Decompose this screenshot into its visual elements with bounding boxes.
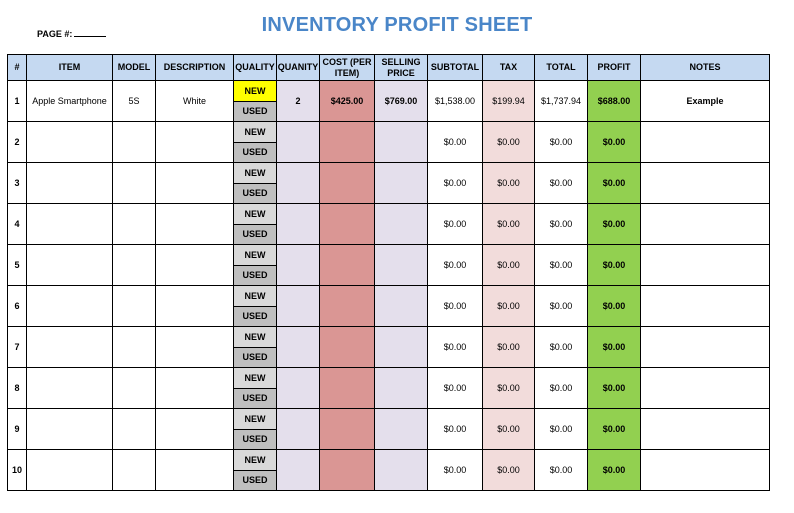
profit-cell: $688.00 <box>588 81 641 122</box>
profit-cell: $0.00 <box>588 450 641 491</box>
total-cell: $0.00 <box>535 286 588 327</box>
inventory-table <box>7 54 770 491</box>
profit-cell: $0.00 <box>588 368 641 409</box>
cost-cell[interactable] <box>320 286 375 327</box>
item-cell[interactable] <box>27 163 113 204</box>
quality-new-button[interactable]: NEW <box>234 122 276 143</box>
quality-cell[interactable] <box>234 204 277 245</box>
quality-new-button[interactable]: NEW <box>234 409 276 430</box>
quality-new-button[interactable]: NEW <box>234 245 276 266</box>
tax-cell: $0.00 <box>483 122 535 163</box>
item-cell[interactable] <box>27 450 113 491</box>
table-row <box>8 409 770 450</box>
cost-cell[interactable] <box>320 450 375 491</box>
notes-cell[interactable]: Example <box>641 81 770 122</box>
tax-cell: $199.94 <box>483 81 535 122</box>
col-profit-header: PROFIT <box>588 55 641 81</box>
selling-price-cell[interactable] <box>375 368 428 409</box>
row-number: 7 <box>8 327 27 368</box>
model-cell[interactable] <box>113 450 156 491</box>
subtotal-cell: $0.00 <box>428 286 483 327</box>
notes-cell[interactable] <box>641 245 770 286</box>
selling-price-cell[interactable] <box>375 204 428 245</box>
profit-cell: $0.00 <box>588 286 641 327</box>
quantity-cell[interactable] <box>277 327 320 368</box>
model-cell[interactable] <box>113 409 156 450</box>
model-cell[interactable] <box>113 122 156 163</box>
header-row <box>8 55 770 81</box>
total-cell: $0.00 <box>535 204 588 245</box>
quantity-cell[interactable]: 2 <box>277 81 320 122</box>
row-number: 4 <box>8 204 27 245</box>
quality-cell[interactable] <box>234 81 277 122</box>
description-cell[interactable] <box>156 286 234 327</box>
selling-price-cell[interactable]: $769.00 <box>375 81 428 122</box>
quality-cell[interactable] <box>234 245 277 286</box>
subtotal-cell: $0.00 <box>428 204 483 245</box>
col-description-header: DESCRIPTION <box>156 55 234 81</box>
quality-used-button[interactable]: USED <box>234 102 276 122</box>
cost-cell[interactable] <box>320 245 375 286</box>
page-number-label: PAGE #: <box>37 29 73 39</box>
item-cell[interactable] <box>27 245 113 286</box>
item-cell[interactable] <box>27 286 113 327</box>
total-cell: $0.00 <box>535 409 588 450</box>
model-cell[interactable] <box>113 204 156 245</box>
quality-cell[interactable] <box>234 122 277 163</box>
description-cell[interactable] <box>156 368 234 409</box>
profit-cell: $0.00 <box>588 122 641 163</box>
subtotal-cell: $0.00 <box>428 368 483 409</box>
col-notes-header: NOTES <box>641 55 770 81</box>
total-cell: $0.00 <box>535 245 588 286</box>
table-row <box>8 286 770 327</box>
quality-new-button[interactable]: NEW <box>234 204 276 225</box>
quality-new-button[interactable]: NEW <box>234 368 276 389</box>
quality-used-button[interactable]: USED <box>234 430 276 450</box>
notes-cell[interactable] <box>641 327 770 368</box>
quality-cell[interactable] <box>234 368 277 409</box>
table-row <box>8 122 770 163</box>
quality-new-button[interactable]: NEW <box>234 286 276 307</box>
tax-cell: $0.00 <box>483 368 535 409</box>
notes-cell[interactable] <box>641 368 770 409</box>
profit-cell: $0.00 <box>588 409 641 450</box>
quantity-cell[interactable] <box>277 368 320 409</box>
table-row <box>8 327 770 368</box>
table-row <box>8 204 770 245</box>
quality-cell[interactable] <box>234 450 277 491</box>
quantity-cell[interactable] <box>277 409 320 450</box>
selling-price-cell[interactable] <box>375 286 428 327</box>
quality-used-button[interactable]: USED <box>234 225 276 245</box>
tax-cell: $0.00 <box>483 245 535 286</box>
item-cell[interactable] <box>27 204 113 245</box>
item-cell[interactable] <box>27 327 113 368</box>
quality-used-button[interactable]: USED <box>234 389 276 409</box>
total-cell: $1,737.94 <box>535 81 588 122</box>
quality-new-button[interactable]: NEW <box>234 163 276 184</box>
notes-cell[interactable] <box>641 286 770 327</box>
quality-selector <box>234 409 276 449</box>
subtotal-cell: $0.00 <box>428 122 483 163</box>
quantity-cell[interactable] <box>277 204 320 245</box>
table-row <box>8 163 770 204</box>
quality-selector <box>234 368 276 408</box>
page-number-blank[interactable] <box>74 28 106 37</box>
quality-selector <box>234 81 276 121</box>
quality-cell[interactable] <box>234 409 277 450</box>
description-cell[interactable] <box>156 245 234 286</box>
cost-cell[interactable] <box>320 204 375 245</box>
col-quantity-header: QUANITY <box>277 55 320 81</box>
cost-cell[interactable] <box>320 327 375 368</box>
selling-price-cell[interactable] <box>375 245 428 286</box>
quality-used-button[interactable]: USED <box>234 143 276 163</box>
quality-selector <box>234 327 276 367</box>
selling-price-cell[interactable] <box>375 409 428 450</box>
profit-cell: $0.00 <box>588 204 641 245</box>
total-cell: $0.00 <box>535 450 588 491</box>
model-cell[interactable] <box>113 245 156 286</box>
table-row <box>8 81 770 122</box>
quality-new-button[interactable]: NEW <box>234 450 276 471</box>
col-cost-header: COST (PER ITEM) <box>320 55 375 81</box>
row-number: 9 <box>8 409 27 450</box>
model-cell[interactable] <box>113 286 156 327</box>
quality-selector <box>234 204 276 244</box>
quality-selector <box>234 122 276 162</box>
col-subtotal-header: SUBTOTAL <box>428 55 483 81</box>
row-number: 6 <box>8 286 27 327</box>
total-cell: $0.00 <box>535 122 588 163</box>
total-cell: $0.00 <box>535 368 588 409</box>
selling-price-cell[interactable] <box>375 122 428 163</box>
table-row <box>8 368 770 409</box>
total-cell: $0.00 <box>535 327 588 368</box>
quality-selector <box>234 286 276 326</box>
col-total-header: TOTAL <box>535 55 588 81</box>
quality-selector <box>234 450 276 490</box>
tax-cell: $0.00 <box>483 286 535 327</box>
quality-used-button[interactable]: USED <box>234 266 276 286</box>
tax-cell: $0.00 <box>483 204 535 245</box>
notes-cell[interactable] <box>641 163 770 204</box>
quality-used-button[interactable]: USED <box>234 307 276 327</box>
col-item-header: ITEM <box>27 55 113 81</box>
profit-cell: $0.00 <box>588 245 641 286</box>
col-selling-price-header: SELLING PRICE <box>375 55 428 81</box>
col-model-header: MODEL <box>113 55 156 81</box>
description-cell[interactable]: White <box>156 81 234 122</box>
subtotal-cell: $0.00 <box>428 163 483 204</box>
item-cell[interactable] <box>27 122 113 163</box>
quality-cell[interactable] <box>234 286 277 327</box>
page-number-field[interactable] <box>37 28 106 39</box>
quality-selector <box>234 163 276 203</box>
description-cell[interactable] <box>156 409 234 450</box>
table-body <box>8 81 770 491</box>
description-cell[interactable] <box>156 122 234 163</box>
model-cell[interactable] <box>113 327 156 368</box>
notes-cell[interactable] <box>641 122 770 163</box>
description-cell[interactable] <box>156 163 234 204</box>
quantity-cell[interactable] <box>277 450 320 491</box>
tax-cell: $0.00 <box>483 450 535 491</box>
row-number: 1 <box>8 81 27 122</box>
quantity-cell[interactable] <box>277 245 320 286</box>
sheet-title: INVENTORY PROFIT SHEET <box>261 14 533 36</box>
table-row <box>8 450 770 491</box>
item-cell[interactable]: Apple Smartphone <box>27 81 113 122</box>
description-cell[interactable] <box>156 327 234 368</box>
item-cell[interactable] <box>27 409 113 450</box>
item-cell[interactable] <box>27 368 113 409</box>
table-row <box>8 245 770 286</box>
row-number: 3 <box>8 163 27 204</box>
model-cell[interactable] <box>113 163 156 204</box>
quality-selector <box>234 245 276 285</box>
total-cell: $0.00 <box>535 163 588 204</box>
model-cell[interactable] <box>113 368 156 409</box>
subtotal-cell: $1,538.00 <box>428 81 483 122</box>
quality-new-button[interactable]: NEW <box>234 327 276 348</box>
quality-used-button[interactable]: USED <box>234 348 276 368</box>
subtotal-cell: $0.00 <box>428 327 483 368</box>
selling-price-cell[interactable] <box>375 163 428 204</box>
row-number: 8 <box>8 368 27 409</box>
tax-cell: $0.00 <box>483 327 535 368</box>
quality-cell[interactable] <box>234 163 277 204</box>
description-cell[interactable] <box>156 450 234 491</box>
quality-used-button[interactable]: USED <box>234 184 276 204</box>
col-tax-header: TAX <box>483 55 535 81</box>
subtotal-cell: $0.00 <box>428 450 483 491</box>
subtotal-cell: $0.00 <box>428 245 483 286</box>
col-number-header: # <box>8 55 27 81</box>
notes-cell[interactable] <box>641 409 770 450</box>
col-quality-header: QUALITY <box>234 55 277 81</box>
profit-cell: $0.00 <box>588 163 641 204</box>
profit-cell: $0.00 <box>588 327 641 368</box>
notes-cell[interactable] <box>641 204 770 245</box>
tax-cell: $0.00 <box>483 163 535 204</box>
selling-price-cell[interactable] <box>375 327 428 368</box>
tax-cell: $0.00 <box>483 409 535 450</box>
quantity-cell[interactable] <box>277 163 320 204</box>
cost-cell[interactable] <box>320 163 375 204</box>
quantity-cell[interactable] <box>277 286 320 327</box>
cost-cell[interactable]: $425.00 <box>320 81 375 122</box>
subtotal-cell: $0.00 <box>428 409 483 450</box>
quality-used-button[interactable]: USED <box>234 471 276 491</box>
row-number: 10 <box>8 450 27 491</box>
model-cell[interactable]: 5S <box>113 81 156 122</box>
description-cell[interactable] <box>156 204 234 245</box>
cost-cell[interactable] <box>320 409 375 450</box>
quality-cell[interactable] <box>234 327 277 368</box>
cost-cell[interactable] <box>320 368 375 409</box>
row-number: 2 <box>8 122 27 163</box>
cost-cell[interactable] <box>320 122 375 163</box>
quantity-cell[interactable] <box>277 122 320 163</box>
row-number: 5 <box>8 245 27 286</box>
quality-new-button[interactable]: NEW <box>234 81 276 102</box>
selling-price-cell[interactable] <box>375 450 428 491</box>
notes-cell[interactable] <box>641 450 770 491</box>
